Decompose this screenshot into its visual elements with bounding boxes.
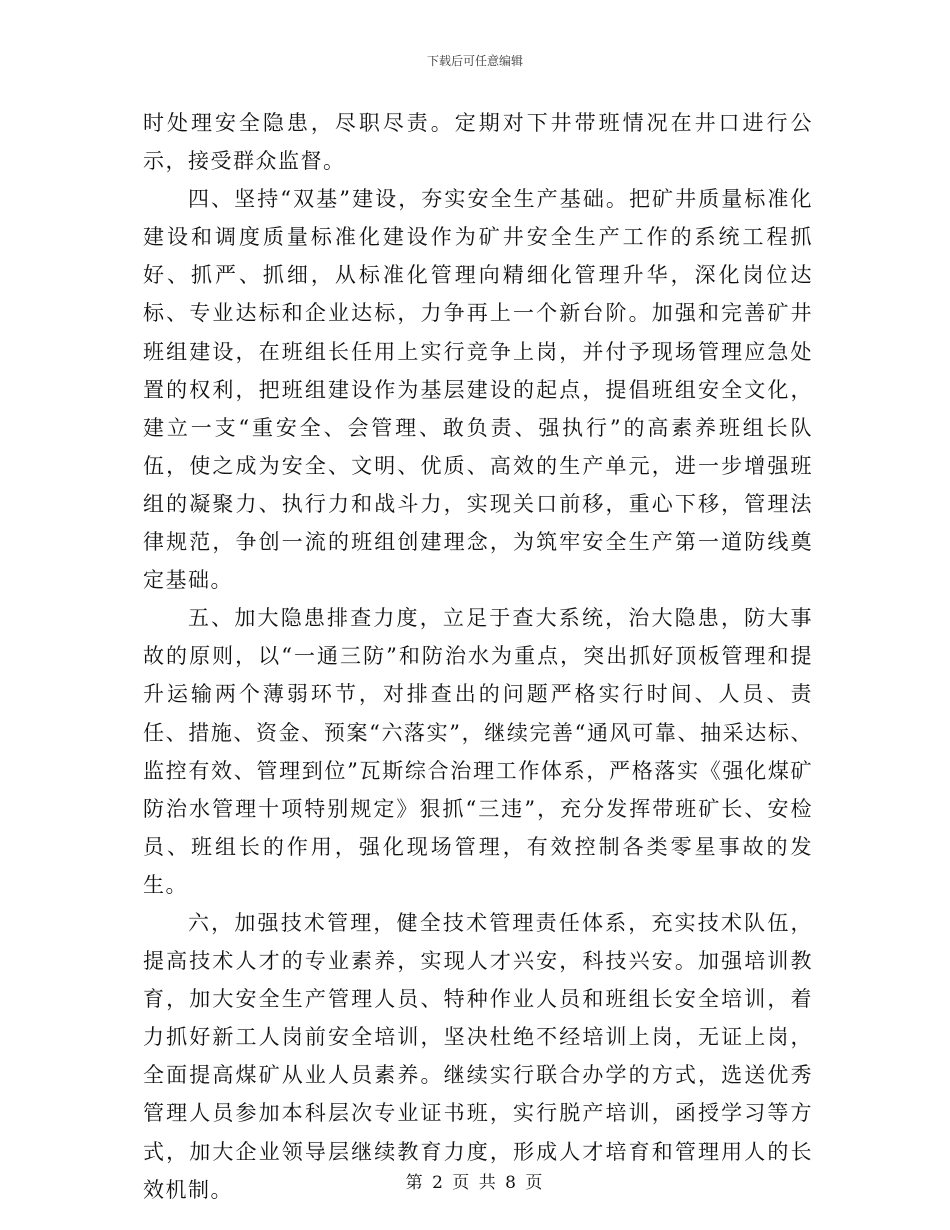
paragraph-section-six: 六，加强技术管理，健全技术管理责任体系，充实技术队伍，提高技术人才的专业素养，实现人才兴安，科技兴安。加强培训教育，加大安全生产管理人员、特种作业人员和班组长安全培训，着力抓好新工人岗前安全培训，坚决杜绝不经培训上岗，无证上岗，全面提高煤矿从业人员素养。继续实行联合办学的方式，选送优秀管理人员参加本科层次专业证书班，实行脱产培训，函授学习等方式，加大企业领导层继续教育力度，形成人才培育和管理用人的长效机制。 [143,910,813,1202]
paragraph-section-five: 五、加大隐患排查力度，立足于查大系统，治大隐患，防大事故的原则，以“一通三防”和防治水为重点，突出抓好顶板管理和提升运输两个薄弱环节，对排查出的问题严格实行时间、人员、责任、措施、资金、预案“六落实”，继续完善“通风可靠、抽采达标、监控有效、管理到位”瓦斯综合治理工作体系，严格落实《强化煤矿防治水管理十项特别规定》狠抓“三违”，充分发挥带班矿长、安检员、班组长的作用，强化现场管理，有效控制各类零星事故的发生。 [143,606,813,897]
page-header: 下载后可任意编辑 [426,54,523,68]
document-body [143,104,813,1209]
paragraph-continuation: 时处理安全隐患，尽职尽责。定期对下井带班情况在井口进行公示，接受群众监督。 [143,111,813,174]
paragraph-section-four: 四、坚持“双基”建设，夯实安全生产基础。把矿井质量标准化建设和调度质量标准化建设作为矿井安全生产工作的系统工程抓好、抓严、抓细，从标准化管理向精细化管理升华，深化岗位达标、专业达标和企业达标，力争再上一个新台阶。加强和完善矿井班组建设，在班组长任用上实行竞争上岗，并付予现场管理应急处置的权利，把班组建设作为基层建设的起点，提倡班组安全文化，建立一支“重安全、会管理、敢负责、强执行”的高素养班组长队伍，使之成为安全、文明、优质、高效的生产单元，进一步增强班组的凝聚力、执行力和战斗力，实现关口前移，重心下移，管理法律规范，争创一流的班组创建理念，为筑牢安全生产第一道防线奠定基础。 [143,187,813,593]
page-number-footer: 第 2 页 共 8 页 [405,1173,545,1193]
